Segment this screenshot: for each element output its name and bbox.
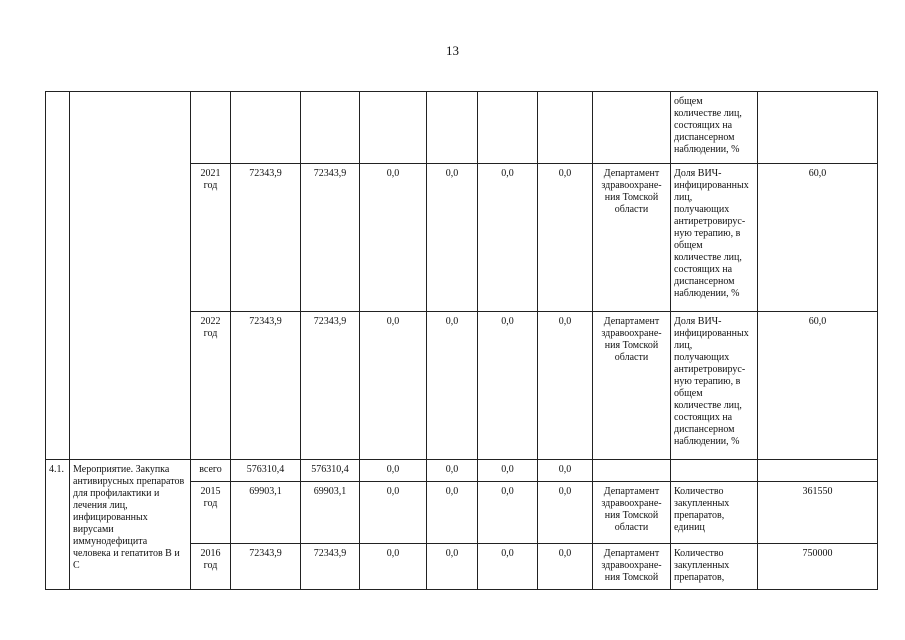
amount-cell (538, 92, 593, 164)
value-cell: 361550 (758, 482, 878, 544)
amount-cell: 0,0 (538, 544, 593, 590)
value-cell: 60,0 (758, 312, 878, 460)
executor-cell (593, 460, 671, 482)
federal-cell: 576310,4 (301, 460, 360, 482)
year-cell: 2015 год (191, 482, 231, 544)
amount-cell: 0,0 (427, 460, 478, 482)
page-number: 13 (446, 43, 459, 58)
total-cell: 576310,4 (231, 460, 301, 482)
indicator-cell: Количество закупленных препаратов, (671, 544, 758, 590)
year-cell: 2022 год (191, 312, 231, 460)
amount-cell: 0,0 (478, 460, 538, 482)
total-cell: 72343,9 (231, 312, 301, 460)
amount-cell: 0,0 (427, 482, 478, 544)
amount-cell (478, 92, 538, 164)
executor-cell (593, 92, 671, 164)
amount-cell: 0,0 (360, 482, 427, 544)
number-cell (46, 92, 70, 460)
amount-cell: 0,0 (478, 544, 538, 590)
amount-cell: 0,0 (427, 164, 478, 312)
amount-cell: 0,0 (538, 482, 593, 544)
amount-cell: 0,0 (478, 312, 538, 460)
executor-cell: Департамент здравоохране- ния Томской области (593, 312, 671, 460)
total-cell (231, 92, 301, 164)
amount-cell (427, 92, 478, 164)
item-name-cell: Мероприятие. Закупка антивирусных препаратов для профилактики и лечения лиц, инфицированных вирусами иммунодефицита человека и гепатитов В и С (70, 460, 191, 590)
indicator-cell: Количество закупленных препаратов, единиц (671, 482, 758, 544)
table-row (46, 92, 878, 164)
executor-cell: Департамент здравоохране- ния Томской области (593, 164, 671, 312)
table-row (46, 460, 878, 482)
total-cell: 69903,1 (231, 482, 301, 544)
federal-cell: 69903,1 (301, 482, 360, 544)
amount-cell: 0,0 (478, 482, 538, 544)
amount-cell: 0,0 (427, 312, 478, 460)
indicator-cell: общем количестве лиц, состоящих на диспансерном наблюдении, % (671, 92, 758, 164)
total-cell: 72343,9 (231, 164, 301, 312)
amount-cell: 0,0 (538, 164, 593, 312)
program-table (45, 91, 878, 590)
value-cell (758, 92, 878, 164)
federal-cell: 72343,9 (301, 544, 360, 590)
indicator-cell (671, 460, 758, 482)
executor-cell: Департамент здравоохране- ния Томской (593, 544, 671, 590)
amount-cell: 0,0 (478, 164, 538, 312)
executor-cell: Департамент здравоохране- ния Томской области (593, 482, 671, 544)
value-cell: 750000 (758, 544, 878, 590)
amount-cell: 0,0 (538, 460, 593, 482)
year-cell: 2016 год (191, 544, 231, 590)
total-cell: 72343,9 (231, 544, 301, 590)
name-cell (70, 92, 191, 460)
amount-cell: 0,0 (538, 312, 593, 460)
indicator-cell: Доля ВИЧ- инфицированных лиц, получающих антиретровирус- ную терапию, в общем количестве лиц, состоящих на диспансерном наблюдении, % (671, 164, 758, 312)
indicator-cell: Доля ВИЧ- инфицированных лиц, получающих антиретровирус- ную терапию, в общем количестве лиц, состоящих на диспансерном наблюдении, % (671, 312, 758, 460)
amount-cell: 0,0 (360, 164, 427, 312)
amount-cell: 0,0 (360, 460, 427, 482)
value-cell: 60,0 (758, 164, 878, 312)
federal-cell: 72343,9 (301, 164, 360, 312)
item-number-cell: 4.1. (46, 460, 70, 590)
amount-cell: 0,0 (427, 544, 478, 590)
amount-cell (360, 92, 427, 164)
federal-cell (301, 92, 360, 164)
year-cell (191, 92, 231, 164)
amount-cell: 0,0 (360, 312, 427, 460)
federal-cell: 72343,9 (301, 312, 360, 460)
amount-cell: 0,0 (360, 544, 427, 590)
year-cell: всего (191, 460, 231, 482)
year-cell: 2021 год (191, 164, 231, 312)
value-cell (758, 460, 878, 482)
